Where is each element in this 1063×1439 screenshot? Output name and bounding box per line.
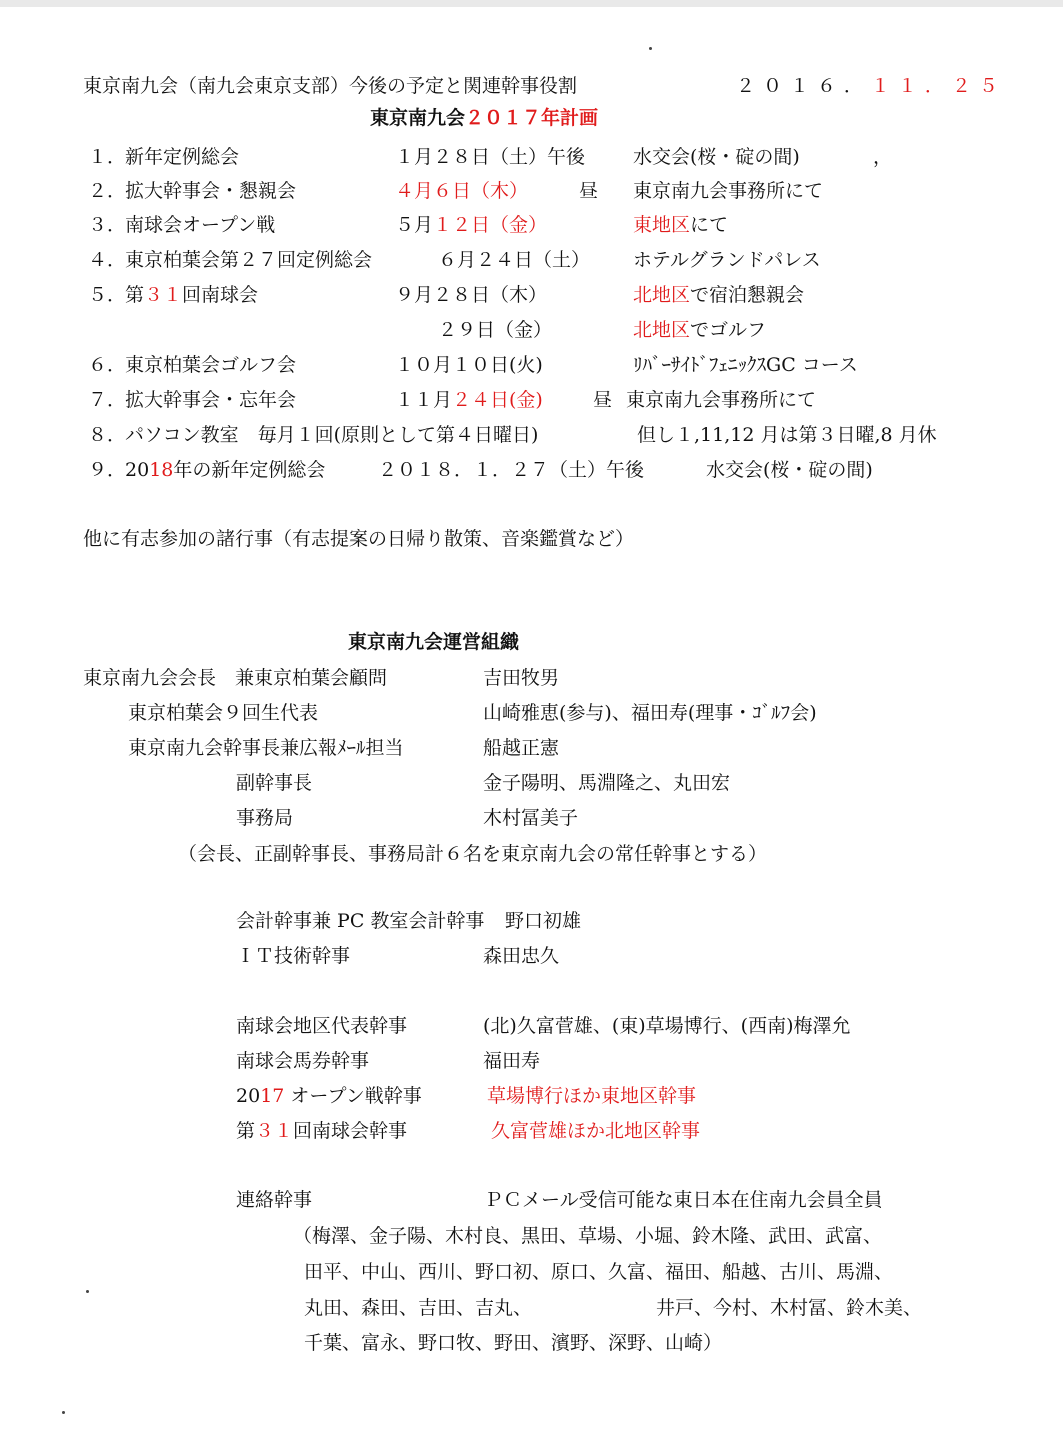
org-name: 船越正憲: [483, 737, 560, 759]
plan-item-3: ３． 南球会オープン戦 ５月１２日（金） 東地区にて: [88, 214, 729, 236]
plan-item-2: ２． 拡大幹事会・懇親会 ４月６日（木） 昼 東京南九会事務所にて: [88, 180, 824, 202]
contact-desc: ＰＣメール受信可能な東日本在住南九会員全員: [484, 1189, 883, 1211]
org-name: 森田忠久: [483, 945, 560, 967]
org-role: 東京柏葉会９回生代表: [128, 702, 319, 724]
scan-speck: [649, 47, 652, 50]
plan-title: 東京南九会２０１７年計画: [370, 107, 599, 129]
plan-item-8: ８． パソコン教室 毎月１回(原則として第４日曜日) 但し１,11,12 月は第３日曜,8 月休: [88, 424, 937, 446]
org-role: 2017 オープン戦幹事: [236, 1085, 422, 1107]
org-role: 南球会地区代表幹事: [236, 1015, 408, 1037]
org-role: 副幹事長: [236, 772, 313, 794]
member-list-line: 丸田、森田、吉田、吉丸、: [304, 1297, 533, 1319]
org-name: (北)久富菅雄、(東)草場博行、(西南)梅澤允: [483, 1015, 851, 1037]
member-list-line: 田平、中山、西川、野口初、原口、久富、福田、船越、古川、馬淵、: [304, 1261, 894, 1283]
member-list-line: （梅澤、金子陽、木村良、黒田、草場、小堀、鈴木隆、武田、武富、: [293, 1225, 883, 1247]
scan-speck: [86, 1290, 89, 1293]
org-title: 東京南九会運営組織: [348, 631, 520, 653]
plan-item-5: ５． 第３１回南球会 ９月２８日（木） 北地区で宿泊懇親会: [88, 284, 805, 306]
plan-item-7: ７． 拡大幹事会・忘年会 １１月２４日(金) 昼 東京南九会事務所にて: [88, 389, 817, 411]
doc-title: 東京南九会（南九会東京支部）今後の予定と関連幹事役割: [83, 75, 578, 97]
org-role: 東京南九会幹事長兼広報ﾒｰﾙ担当: [128, 737, 404, 759]
org-role: 事務局: [236, 807, 294, 829]
org-name: 木村冨美子: [483, 807, 579, 829]
org-name: 山崎雅恵(参与)、福田寿(理事・ｺﾞﾙﾌ会): [483, 702, 817, 724]
doc-date: ２０１６．１１．２５: [736, 75, 1006, 97]
org-role: 東京南九会会長 兼東京柏葉会顧問: [83, 667, 388, 689]
org-name: 野口初雄: [505, 910, 582, 932]
org-name: 久富菅雄ほか北地区幹事: [491, 1120, 701, 1142]
scan-speck: [62, 1411, 65, 1414]
contact-role: 連絡幹事: [236, 1189, 313, 1211]
plan-item-5b: ２９日（金） 北地区でゴルフ: [438, 319, 767, 341]
plan-note: 他に有志参加の諸行事（有志提案の日帰り散策、音楽鑑賞など）: [83, 528, 635, 550]
org-note: （会長、正副幹事長、事務局計６名を東京南九会の常任幹事とする）: [178, 843, 768, 865]
org-name: 金子陽明、馬淵隆之、丸田宏: [483, 772, 731, 794]
scan-edge: [0, 0, 1063, 7]
member-list-line: 千葉、富永、野口牧、野田、濱野、深野、山崎）: [304, 1332, 723, 1354]
plan-item-6: ６． 東京柏葉会ゴルフ会 １０月１０日(火) ﾘﾊﾞｰｻｲﾄﾞﾌｪﾆｯｸｽGC コース: [88, 354, 858, 376]
org-role: ＩＴ技術幹事: [236, 945, 351, 967]
org-name: 福田寿: [483, 1050, 541, 1072]
plan-item-4: ４． 東京柏葉会第２７回定例総会 ６月２４日（土） ホテルグランドパレス: [88, 249, 821, 271]
org-name: 草場博行ほか東地区幹事: [487, 1085, 697, 1107]
plan-item-9: ９． 2018年の新年定例総会 ２０１８．１．２７（土）午後 水交会(桜・碇の間): [88, 459, 873, 481]
org-role: 第３１回南球会幹事: [236, 1120, 408, 1142]
org-role: 南球会馬券幹事: [236, 1050, 370, 1072]
member-list-line: 井戸、今村、木村冨、鈴木美、: [656, 1297, 923, 1319]
org-name: 吉田牧男: [483, 667, 560, 689]
plan-item-1: １． 新年定例総会 １月２８日（土）午後 水交会(桜・碇の間) ，: [88, 146, 893, 168]
org-role: 会計幹事兼 PC 教室会計幹事: [236, 910, 485, 932]
